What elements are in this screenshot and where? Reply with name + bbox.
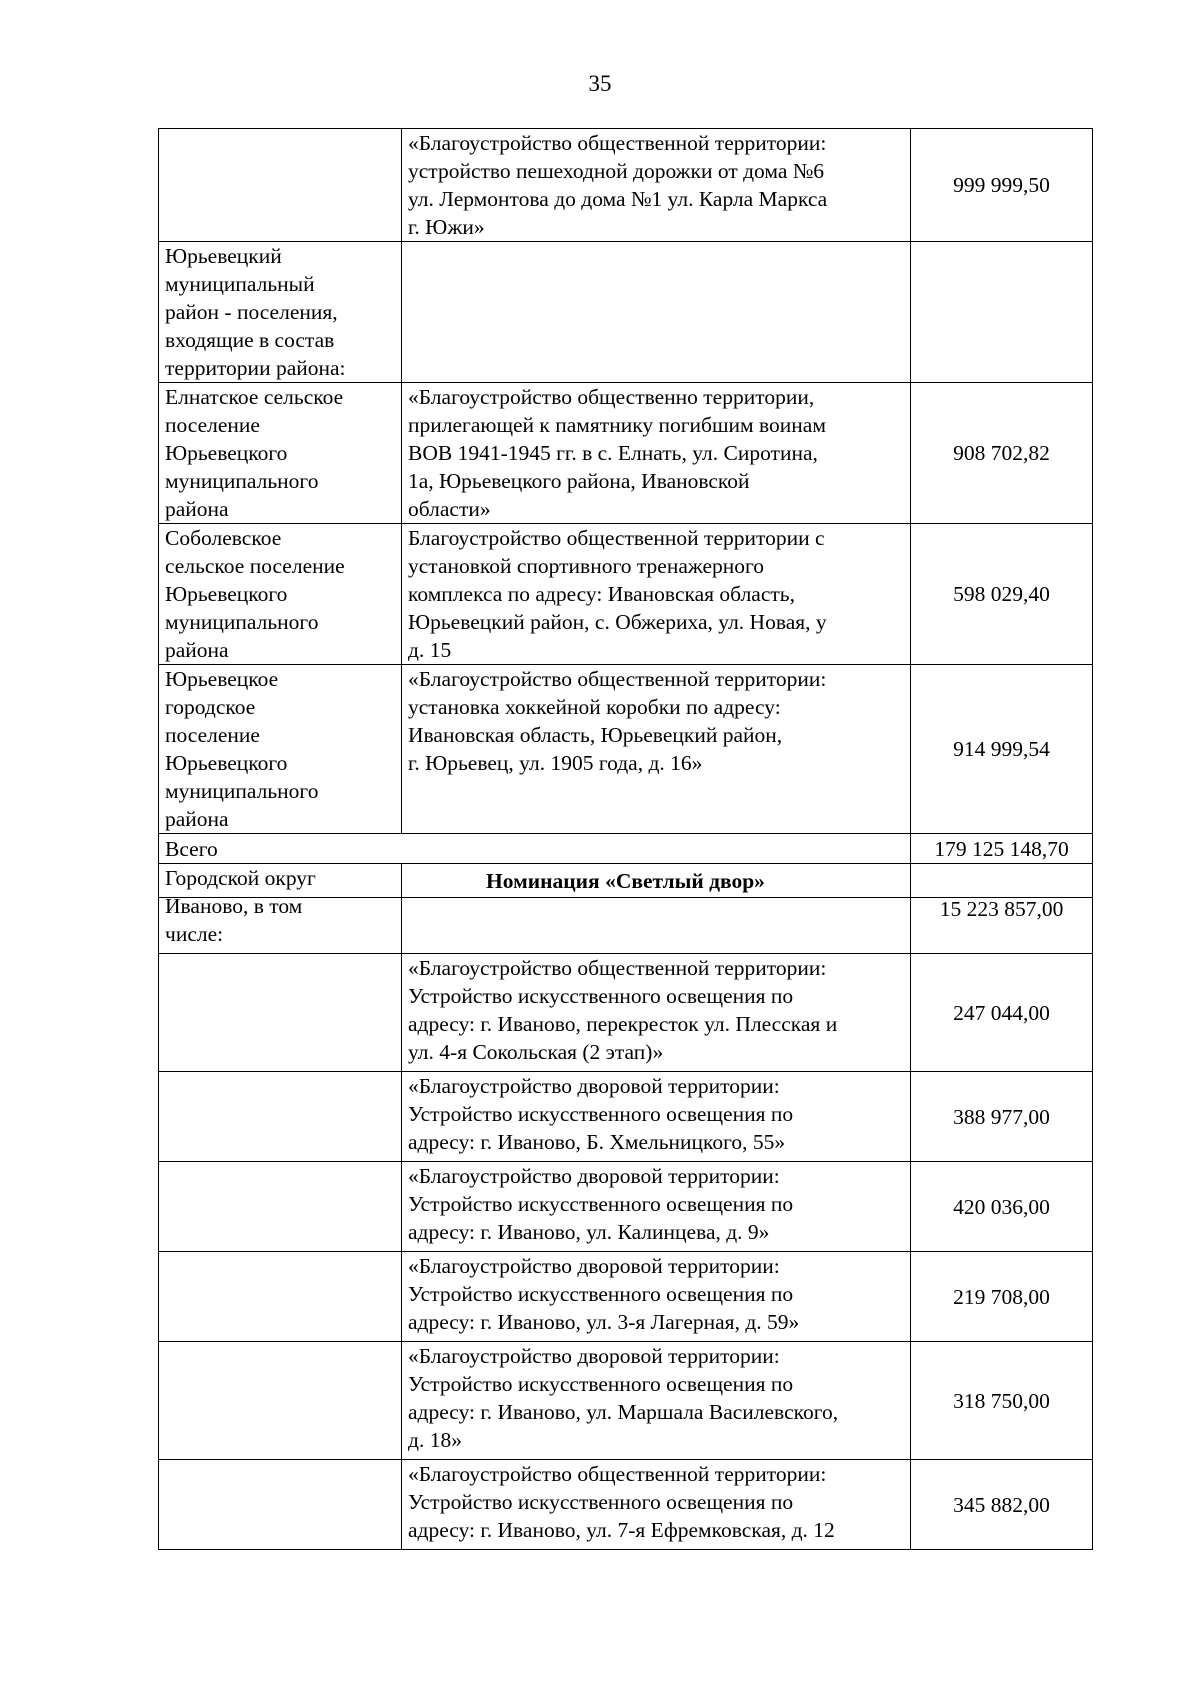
cell-line: «Благоустройство дворовой территории: [408, 1344, 780, 1368]
amount-cell: 999 999,50 [911, 129, 1093, 242]
project-description-cell [402, 1072, 911, 1162]
cell-line: территории района: [165, 356, 346, 380]
amount-cell: 15 223 857,00 [911, 864, 1093, 954]
project-description-cell [402, 242, 911, 383]
cell-line: «Благоустройство дворовой территории: [408, 1254, 780, 1278]
section-title: Номинация «Светлый двор» [159, 864, 1093, 898]
cell-line: д. 18» [408, 1428, 462, 1452]
municipality-cell [159, 383, 402, 524]
page-number: 35 [588, 71, 612, 96]
project-description-cell [402, 383, 911, 524]
project-description-cell [402, 954, 911, 1072]
cell-line: адресу: г. Иваново, ул. 7-я Ефремковская, д. 12 [408, 1518, 835, 1542]
cell-line: Елнатское сельское [165, 385, 344, 409]
cell-line: входящие в состав [165, 328, 335, 352]
table-row [159, 242, 1093, 383]
cell-line: муниципального [165, 779, 319, 803]
municipality-cell [159, 1072, 402, 1162]
total-label: Всего [159, 834, 911, 864]
cell-line: района [165, 807, 229, 831]
municipality-cell [159, 1342, 402, 1460]
cell-line: район - поселения, [165, 300, 338, 324]
project-description-cell [402, 1252, 911, 1342]
cell-line: городское [165, 695, 256, 719]
cell-line: области» [408, 497, 491, 521]
cell-line: установка хоккейной коробки по адресу: [408, 695, 781, 719]
cell-line: Юрьевецкого [165, 582, 288, 606]
amount-cell: 598 029,40 [911, 524, 1093, 665]
amount-cell: 219 708,00 [911, 1252, 1093, 1342]
cell-line: адресу: г. Иваново, Б. Хмельницкого, 55» [408, 1130, 786, 1154]
cell-line: ул. Лермонтова до дома №1 ул. Карла Маркса [408, 187, 828, 211]
cell-line: ВОВ 1941-1945 гг. в с. Елнать, ул. Сиротина, [408, 441, 818, 465]
cell-line: поселение [165, 413, 260, 437]
project-description-cell [402, 1162, 911, 1252]
cell-line: Благоустройство общественной территории с [408, 526, 825, 550]
cell-line: Городской округ [165, 866, 316, 890]
cell-line: поселение [165, 723, 260, 747]
cell-line: д. 15 [408, 638, 452, 662]
municipality-cell [159, 524, 402, 665]
cell-line: «Благоустройство общественной территории: [408, 1462, 827, 1486]
cell-line: Устройство искусственного освещения по [408, 1192, 794, 1216]
table-row [159, 954, 1093, 1072]
municipality-cell [159, 1162, 402, 1252]
cell-line: адресу: г. Иваново, перекресток ул. Плесская и [408, 1012, 838, 1036]
cell-line: числе: [165, 922, 224, 946]
cell-line: Устройство искусственного освещения по [408, 1372, 794, 1396]
table-row [159, 129, 1093, 242]
total-row [159, 834, 1093, 864]
table-row [159, 1072, 1093, 1162]
project-description-cell [402, 129, 911, 242]
cell-line: муниципального [165, 469, 319, 493]
cell-line: «Благоустройство общественной территории: [408, 667, 827, 691]
funding-table-top [158, 128, 1093, 898]
amount-cell: 914 999,54 [911, 665, 1093, 834]
table-row [159, 864, 1093, 954]
cell-line: прилегающей к памятнику погибшим воинам [408, 413, 826, 437]
table-row [159, 1162, 1093, 1252]
cell-line: Иваново, в том [165, 894, 303, 918]
cell-line: района [165, 497, 229, 521]
project-description-cell [402, 1342, 911, 1460]
municipality-cell [159, 864, 402, 954]
municipality-cell [159, 665, 402, 834]
table-row [159, 665, 1093, 834]
cell-line: устройство пешеходной дорожки от дома №6 [408, 159, 825, 183]
cell-line: «Благоустройство общественно территории, [408, 385, 815, 409]
cell-line: г. Юрьевец, ул. 1905 года, д. 16» [408, 751, 703, 775]
municipality-cell [159, 129, 402, 242]
table-row [159, 1460, 1093, 1550]
cell-line: муниципального [165, 610, 319, 634]
cell-line: «Благоустройство общественной территории: [408, 131, 827, 155]
cell-line: Соболевское [165, 526, 282, 550]
cell-line: установкой спортивного тренажерного [408, 554, 765, 578]
municipality-cell [159, 1460, 402, 1550]
cell-line: адресу: г. Иваново, ул. 3-я Лагерная, д. 59» [408, 1310, 800, 1334]
cell-line: Устройство искусственного освещения по [408, 1102, 794, 1126]
cell-line: адресу: г. Иваново, ул. Маршала Василевского, [408, 1400, 839, 1424]
funding-table-top-body [159, 129, 1093, 898]
amount-cell: 318 750,00 [911, 1342, 1093, 1460]
funding-table-bottom-body [159, 864, 1093, 1550]
cell-line: Юрьевецкий район, с. Обжериха, ул. Новая, у [408, 610, 827, 634]
cell-line: Юрьевецкое [165, 667, 279, 691]
municipality-cell [159, 954, 402, 1072]
cell-line: сельское поселение [165, 554, 345, 578]
amount-cell: 908 702,82 [911, 383, 1093, 524]
cell-line: «Благоустройство дворовой территории: [408, 1164, 780, 1188]
cell-line: района [165, 638, 229, 662]
cell-line: г. Южи» [408, 215, 485, 239]
cell-line: Юрьевецкого [165, 751, 288, 775]
cell-line: Устройство искусственного освещения по [408, 984, 794, 1008]
table-row [159, 1252, 1093, 1342]
cell-line: Юрьевецкого [165, 441, 288, 465]
cell-line: «Благоустройство общественной территории: [408, 956, 827, 980]
cell-line: комплекса по адресу: Ивановская область, [408, 582, 795, 606]
cell-line: ул. 4-я Сокольская (2 этап)» [408, 1040, 664, 1064]
project-description-cell [402, 524, 911, 665]
funding-table-bottom [158, 863, 1093, 1550]
municipality-cell [159, 242, 402, 383]
table-row [159, 383, 1093, 524]
amount-cell [911, 242, 1093, 383]
amount-cell: 420 036,00 [911, 1162, 1093, 1252]
amount-cell: 388 977,00 [911, 1072, 1093, 1162]
table-row [159, 524, 1093, 665]
cell-line: 1а, Юрьевецкого района, Ивановской [408, 469, 750, 493]
cell-line: Юрьевецкий [165, 244, 282, 268]
amount-cell: 345 882,00 [911, 1460, 1093, 1550]
cell-line: Ивановская область, Юрьевецкий район, [408, 723, 783, 747]
table-row [159, 1342, 1093, 1460]
cell-line: Устройство искусственного освещения по [408, 1282, 794, 1306]
project-description-cell [402, 864, 911, 954]
cell-line: муниципальный [165, 272, 315, 296]
project-description-cell [402, 665, 911, 834]
cell-line: Устройство искусственного освещения по [408, 1490, 794, 1514]
project-description-cell [402, 1460, 911, 1550]
cell-line: адресу: г. Иваново, ул. Калинцева, д. 9» [408, 1220, 770, 1244]
cell-line: «Благоустройство дворовой территории: [408, 1074, 780, 1098]
amount-cell: 247 044,00 [911, 954, 1093, 1072]
total-amount: 179 125 148,70 [911, 834, 1093, 864]
municipality-cell [159, 1252, 402, 1342]
